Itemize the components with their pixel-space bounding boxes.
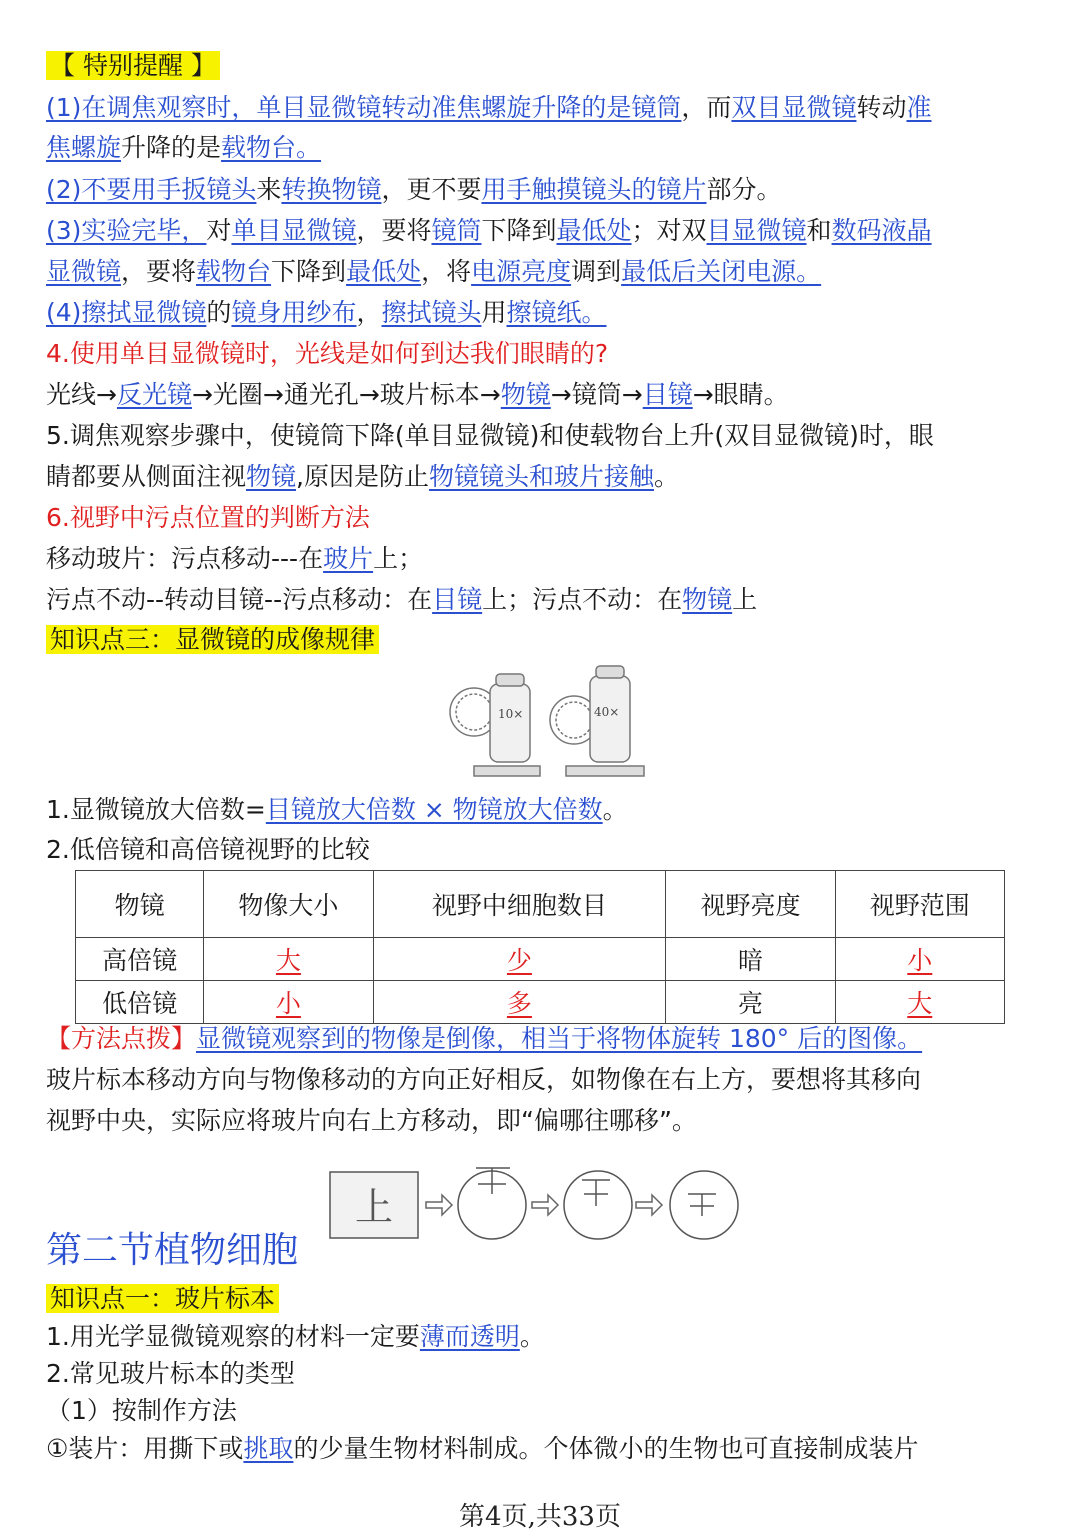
table-cell: 亮: [666, 981, 835, 1024]
table-cell: 大: [835, 981, 1004, 1024]
glyph-3: [688, 1194, 716, 1216]
magnification-formula: 1.显微镜放大倍数=目镜放大倍数 × 物镜放大倍数。: [46, 795, 628, 824]
lens-10x-icon: [450, 674, 540, 776]
section-2-heading: 第二节植物细胞: [46, 1230, 299, 1271]
method-tip-line-3: 视野中央，实际应将玻片向右上方移动，即“偏哪往哪移”。: [46, 1106, 697, 1135]
question-5: 5.调焦观察步骤中，使镜筒下降(单目显微镜)和使载物台上升(双目显微镜)时，眼: [46, 421, 934, 450]
light-path: 光线→反光镜→光圈→通光孔→玻片标本→物镜→镜筒→目镜→眼睛。: [46, 380, 789, 409]
table-cell: 小: [204, 981, 373, 1024]
arrow-icon: [426, 1195, 662, 1215]
section-2-line-1: 1.用光学显微镜观察的材料一定要薄而透明。: [46, 1322, 545, 1351]
section-2-line-2: 2.常见玻片标本的类型: [46, 1359, 295, 1388]
section-2-line-4: ①装片：用撕下或挑取的少量生物材料制成。个体微小的生物也可直接制成装片: [46, 1434, 919, 1463]
table-cell: 小: [835, 938, 1004, 981]
inverted-image-diagram: [328, 1162, 748, 1248]
table-cell: 多: [373, 981, 666, 1024]
question-4-title: 4.使用单目显微镜时，光线是如何到达我们眼睛的?: [46, 339, 609, 368]
table-cell: 低倍镜: [76, 981, 204, 1024]
table-cell: 高倍镜: [76, 938, 204, 981]
lens-40x-label: 40×: [594, 705, 620, 719]
question-5-cont: 睛都要从侧面注视物镜,原因是防止物镜镜头和玻片接触。: [46, 462, 680, 491]
lens-10x-label: 10×: [498, 707, 524, 721]
reminder-p3-cont: 显微镜，要将载物台下降到最低处，将电源亮度调到最低后关闭电源。: [46, 257, 822, 286]
comparison-heading: 2.低倍镜和高倍镜视野的比较: [46, 835, 370, 864]
table-header: 视野中细胞数目: [373, 871, 666, 938]
field-circle-2: [564, 1171, 632, 1239]
table-header: 视野范围: [835, 871, 1004, 938]
table-row: [76, 981, 1005, 1024]
lens-40x-icon: [550, 666, 644, 776]
comparison-table: [75, 870, 1005, 1024]
reminder-p4: (4)擦拭显微镜的镜身用纱布，擦拭镜头用擦镜纸。: [46, 298, 607, 327]
section-2-line-3: （1）按制作方法: [46, 1396, 237, 1425]
table-header: 视野亮度: [666, 871, 835, 938]
glyph-1: [476, 1168, 510, 1194]
reminder-p3: (3)实验完毕，对单目显微镜，要将镜筒下降到最低处；对双目显微镜和数码液晶: [46, 216, 932, 245]
table-cell: 暗: [666, 938, 835, 981]
method-tip-tag: 【方法点拨】: [46, 1024, 197, 1053]
glyph-2: [582, 1180, 610, 1206]
table-cell: 大: [204, 938, 373, 981]
knowledge-point-3-title: 知识点三：显微镜的成像规律: [46, 620, 379, 660]
method-move-slide: 移动玻片：污点移动---在玻片上；: [46, 544, 424, 573]
table-header: 物镜: [76, 871, 204, 938]
method-tip: 【方法点拨】显微镜观察到的物像是倒像，相当于将物体旋转 180° 后的图像。: [46, 1024, 923, 1053]
objective-lens-figure: [440, 660, 650, 782]
method-tip-line-2: 玻片标本移动方向与物像移动的方向正好相反，如物像在右上方，要想将其移向: [46, 1065, 922, 1094]
reminder-p1: (1)在调焦观察时，单目显微镜转动准焦螺旋升降的是镜筒，而双目显微镜转动准: [46, 93, 932, 122]
slide-label: 上: [354, 1185, 394, 1229]
page-footer: 第4页,共33页: [459, 1502, 621, 1532]
table-header-row: [76, 871, 1005, 938]
table-cell: 少: [373, 938, 666, 981]
reminder-p1-cont: 焦螺旋升降的是载物台。: [46, 133, 322, 162]
reminder-title: 【 特别提醒 】: [46, 46, 220, 86]
method-rotate-eyepiece: 污点不动--转动目镜--污点移动：在目镜上；污点不动：在物镜上: [46, 585, 758, 614]
table-row: [76, 938, 1005, 981]
knowledge-point-1-title: 知识点一：玻片标本: [46, 1279, 279, 1319]
field-circle-3: [670, 1171, 738, 1239]
question-6-title: 6.视野中污点位置的判断方法: [46, 503, 370, 532]
table-header: 物像大小: [204, 871, 373, 938]
reminder-p2: (2)不要用手扳镜头来转换物镜，更不要用手触摸镜头的镜片部分。: [46, 175, 782, 204]
